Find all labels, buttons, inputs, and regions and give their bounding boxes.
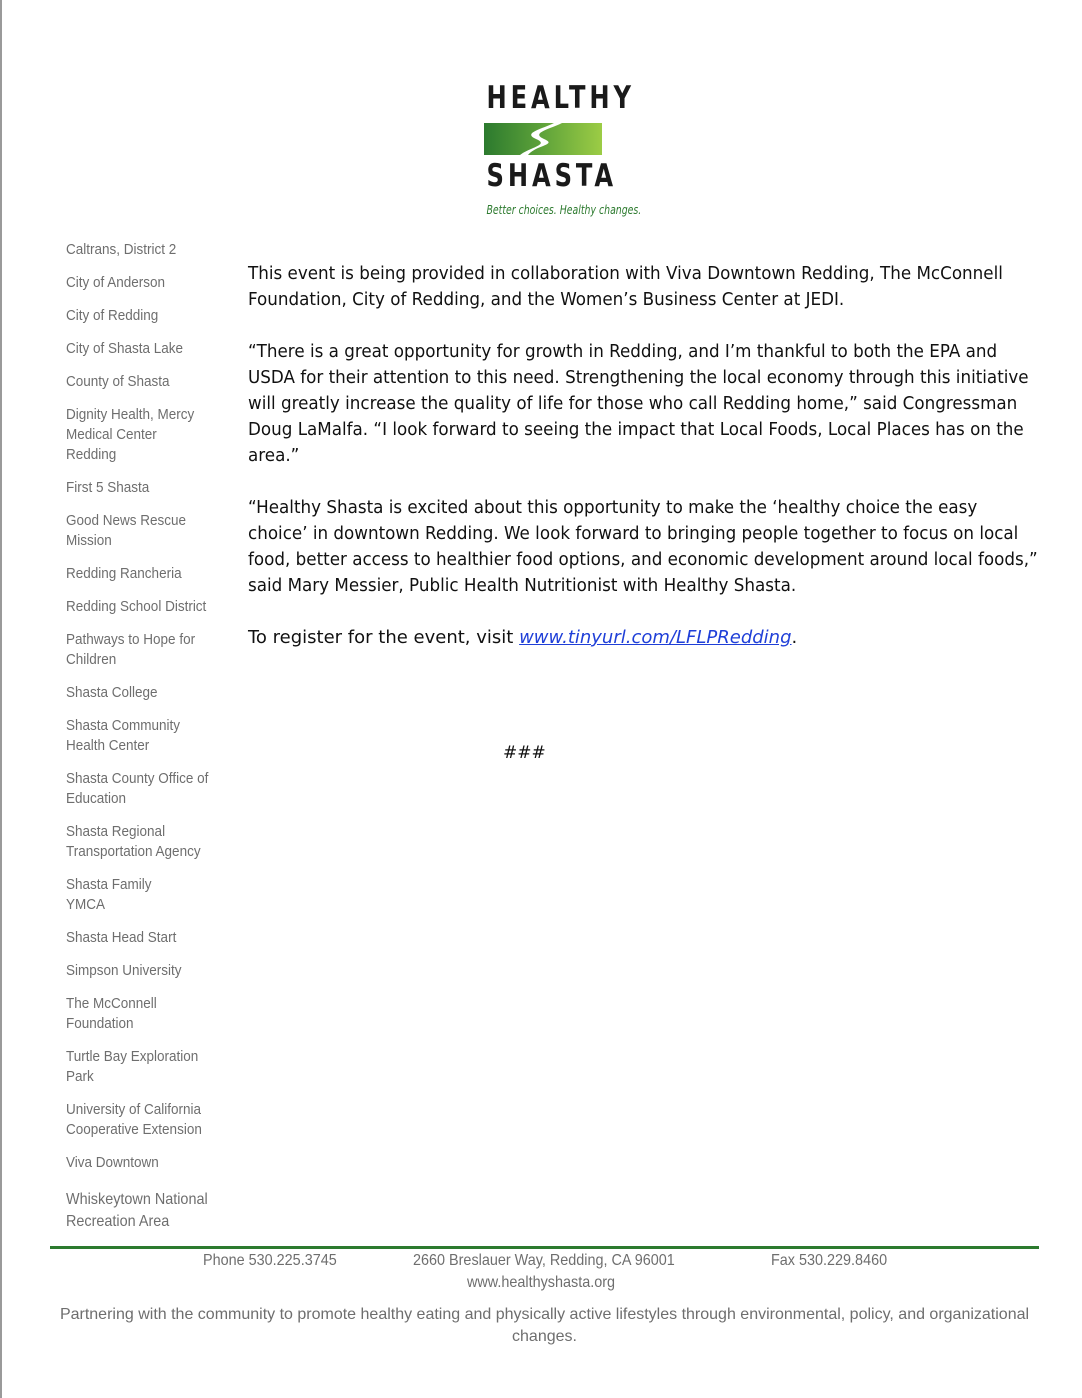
partner-item: Caltrans, District 2 <box>66 241 177 258</box>
logo-word-shasta: SHASTA <box>486 158 618 194</box>
partner-item: City of Redding <box>66 307 159 324</box>
partner-item: Shasta Community Health Center <box>66 717 181 754</box>
partner-item: County of Shasta <box>66 373 170 390</box>
register-suffix: . <box>791 627 798 648</box>
partner-item: First 5 Shasta <box>66 479 150 496</box>
partner-item: Good News Rescue Mission <box>66 512 187 549</box>
logo-word-healthy: HEALTHY <box>486 80 635 116</box>
footer-mission: Partnering with the community to promote healthy eating and physically active lifestyles through environmental, policy, and organizational changes. <box>59 1306 1030 1345</box>
partner-item: Shasta County Office of Education <box>66 770 209 807</box>
footer-fax: Fax 530.229.8460 <box>771 1252 888 1269</box>
paragraph-collaboration: This event is being provided in collaboration with Viva Downtown Redding, The McConnell Foundation, City of Redding, and the Women’s Business Center at JEDI. <box>248 263 1003 310</box>
register-link[interactable]: www.tinyurl.com/LFLPRedding <box>519 627 792 648</box>
press-release-body <box>248 261 1048 677</box>
logo-tagline: Better choices. Healthy changes. <box>486 203 642 217</box>
partner-item: City of Anderson <box>66 274 166 291</box>
partner-item: Shasta Regional Transportation Agency <box>66 823 201 860</box>
partner-list <box>66 240 231 1233</box>
partner-item: Shasta Family YMCA <box>66 876 152 913</box>
partner-item: Redding Rancheria <box>66 565 182 582</box>
partner-item: The McConnell Foundation <box>66 995 157 1032</box>
partner-item: Viva Downtown <box>66 1154 159 1171</box>
partner-item: Turtle Bay Exploration Park <box>66 1048 199 1085</box>
partner-item: Dignity Health, Mercy Medical Center Redding <box>66 406 195 463</box>
partner-item: Simpson University <box>66 962 182 979</box>
partner-item: Pathways to Hope for Children <box>66 631 196 668</box>
partner-item: Shasta College <box>66 684 158 701</box>
paragraph-register <box>248 625 1048 651</box>
paragraph-quote-messier: “Healthy Shasta is excited about this opportunity to make the ‘healthy choice the easy choice’ in downtown Redding. We look forward to bringing people together to focus on local food, better access to healthier food options, and economic development around local foods,” said Mary Messier, Public Health Nutritionist with Healthy Shasta. <box>248 497 1038 596</box>
partner-item: City of Shasta Lake <box>66 340 184 357</box>
partner-item: Whiskeytown National Recreation Area <box>66 1191 208 1230</box>
paragraph-quote-lamalfa: “There is a great opportunity for growth in Redding, and I’m thankful to both the EPA and USDA for their attention to this need. Strengthening the local economy through this initiative will greatly increase the quality of life for those who call Redding home,” said Congressman Doug LaMalfa. “I look forward to seeing the impact that Local Foods, Local Places has on the area.” <box>248 341 1029 466</box>
partner-item: University of California Cooperative Extension <box>66 1101 202 1138</box>
footer-website[interactable]: www.healthyshasta.org <box>466 1274 616 1291</box>
healthy-shasta-logo <box>470 80 642 220</box>
footer-divider <box>50 1246 1039 1249</box>
end-mark: ### <box>503 743 546 763</box>
footer-address: 2660 Breslauer Way, Redding, CA 96001 <box>413 1252 675 1269</box>
partner-item: Shasta Head Start <box>66 929 177 946</box>
logo-path-icon <box>484 123 602 155</box>
register-text: To register for the event, visit <box>248 627 520 648</box>
page-edge <box>0 0 2 1398</box>
footer-phone: Phone 530.225.3745 <box>203 1252 337 1269</box>
partner-item: Redding School District <box>66 598 207 615</box>
